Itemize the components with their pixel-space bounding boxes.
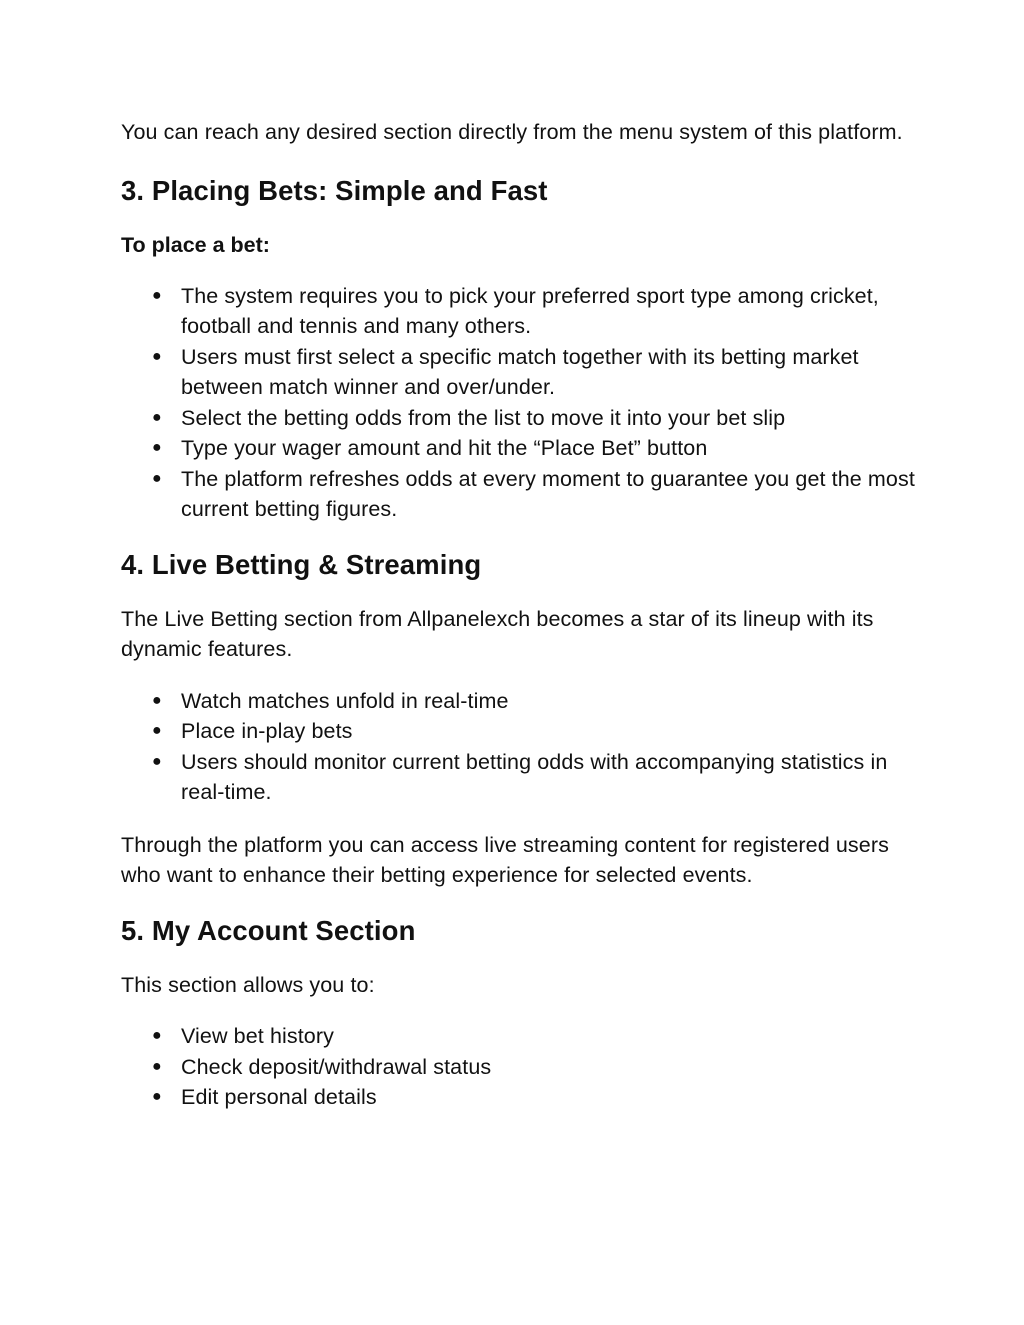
section-5-heading: 5. My Account Section [121,914,416,946]
bullet-icon: ● [152,752,162,770]
list-item [152,716,921,747]
list-item [152,342,921,403]
list-item [152,747,921,808]
section-4-outro: Through the platform you can access live streaming content for registered users who want to enhance their betting experience for selected events. [121,832,889,887]
section-4-list [121,686,921,808]
bullet-icon: ● [152,1088,162,1105]
document-page [121,117,921,1113]
list-item-text: The platform refreshes odds at every moment to guarantee you get the most current betting figures. [181,466,915,521]
section-3-subheading: To place a bet: [121,232,270,257]
bullet-icon: ● [152,439,162,456]
section-5-list [121,1021,921,1113]
bullet-icon: ● [152,691,162,709]
bullet-icon: ● [152,469,162,487]
list-item-text: Users must first select a specific match together with its betting market between match winner and over/under. [181,344,859,399]
bullet-icon: ● [152,722,162,739]
list-item-text: Edit personal details [181,1085,377,1109]
list-item-text: Place in-play bets [181,719,353,743]
section-3-list [121,281,921,525]
list-item [152,686,921,717]
bullet-icon: ● [152,347,162,365]
list-item-text: Type your wager amount and hit the “Place Bet” button [181,436,708,460]
list-item [152,1052,921,1083]
bullet-icon: ● [152,1027,162,1044]
section-3-heading: 3. Placing Bets: Simple and Fast [121,174,548,206]
intro-paragraph: You can reach any desired section directly from the menu system of this platform. [121,120,903,144]
list-item-text: View bet history [181,1024,334,1048]
bullet-icon: ● [152,1057,162,1075]
list-item [152,1082,921,1113]
section-4-intro: The Live Betting section from Allpanelexch becomes a star of its lineup with its dynamic features. [121,606,874,661]
list-item-text: Check deposit/withdrawal status [181,1054,492,1079]
section-4-heading: 4. Live Betting & Streaming [121,548,482,580]
list-item-text: Users should monitor current betting odds with accompanying statistics in real-time. [181,749,888,804]
list-item-text: Watch matches unfold in real-time [181,688,509,713]
bullet-icon: ● [152,408,162,426]
list-item [152,433,921,464]
list-item-text: The system requires you to pick your preferred sport type among cricket, football and tennis and many others. [181,283,879,338]
bullet-icon: ● [152,286,162,304]
section-5-intro: This section allows you to: [121,972,375,997]
list-item [152,1021,921,1052]
list-item [152,281,921,342]
list-item-text: Select the betting odds from the list to move it into your bet slip [181,405,786,430]
list-item [152,464,921,525]
list-item [152,403,921,434]
